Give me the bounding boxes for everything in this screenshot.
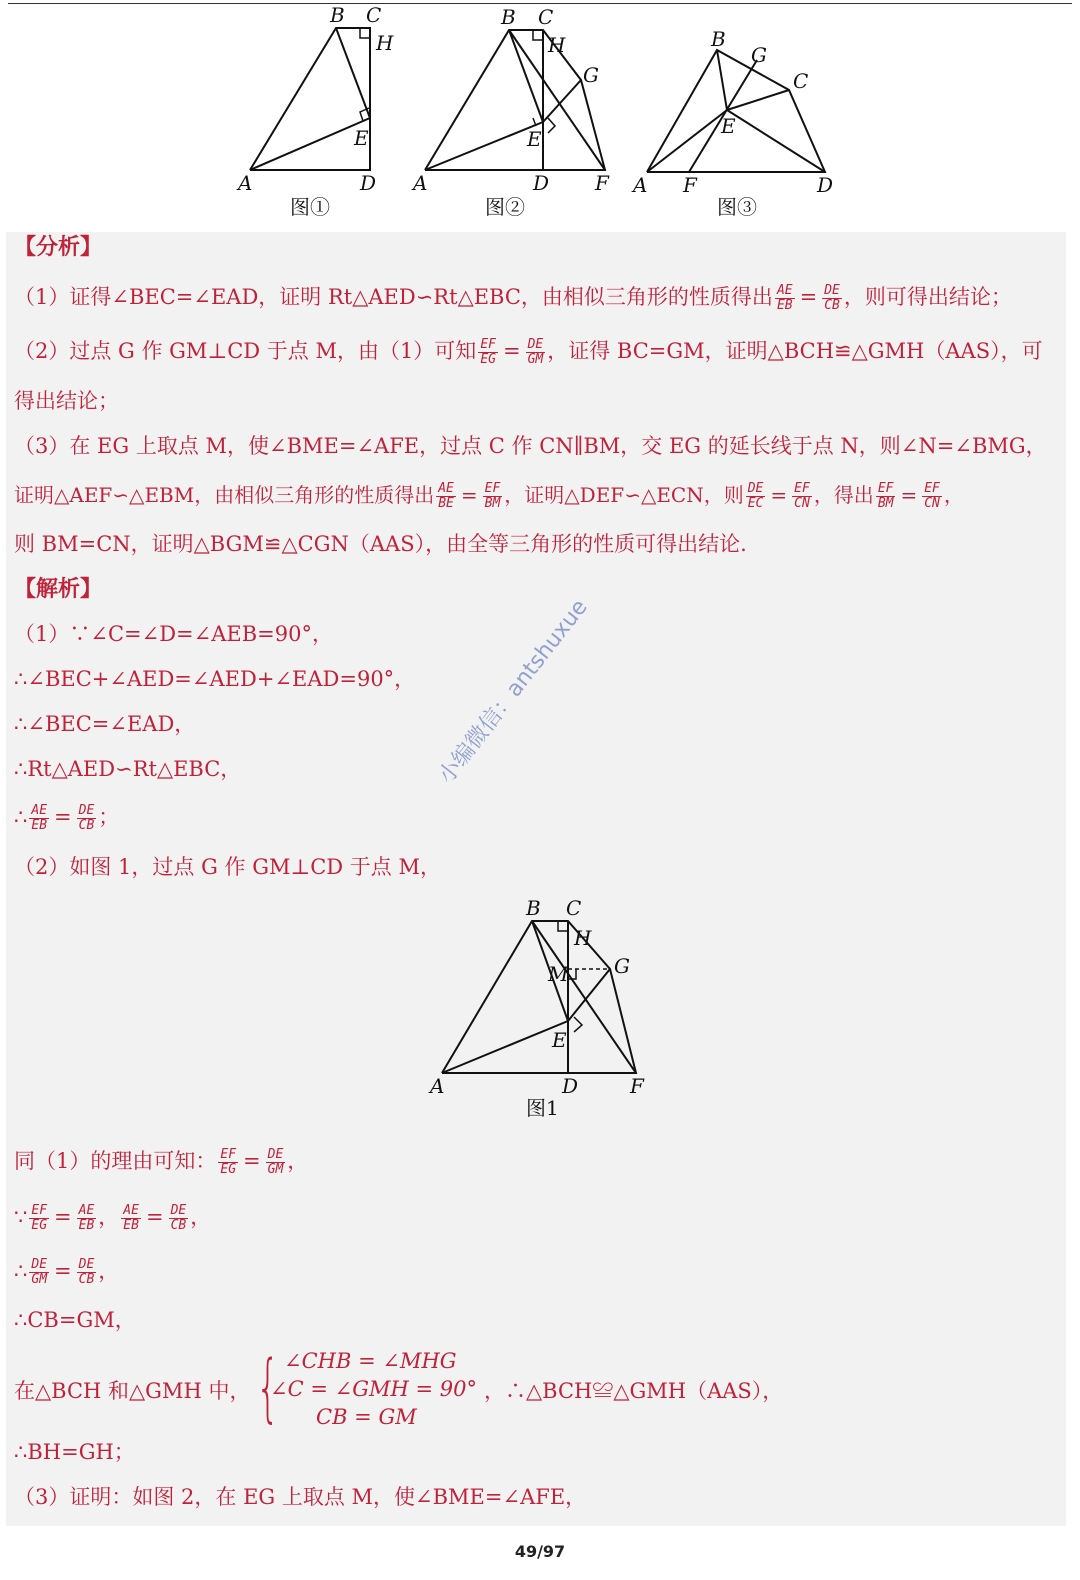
fig1s-label-e: E: [552, 1028, 567, 1052]
fraction: [876, 482, 896, 511]
solution-step-7: 同（1）的理由可知： $\frac{EF}{EG}$ = $\frac{DE}{GM}$ ，: [14, 1147, 309, 1177]
numerator: EF: [924, 481, 940, 496]
fraction: [746, 482, 766, 511]
denominator: BM: [484, 496, 501, 511]
denominator: GM: [527, 352, 544, 367]
solution-step-2: ∴∠BEC+∠AED=∠AED+∠EAD=90°，: [14, 667, 416, 691]
fig1-label-b: B: [330, 3, 345, 27]
figure-1-diagram: [230, 0, 400, 225]
numerator: DE: [31, 1257, 48, 1272]
fig1s-label-c: C: [566, 897, 582, 920]
fig3-caption: 图③: [717, 195, 757, 219]
punctuation: ，: [190, 1205, 212, 1229]
numerator: DE: [170, 1203, 187, 1218]
page-number: 49/97: [514, 1542, 566, 1561]
numerator: AE: [123, 1203, 139, 1218]
therefore-symbol: ∴: [14, 805, 28, 829]
solution-step-9: ∴ $\frac{DE}{GM}$ = $\frac{DE}{CB}$ ，: [14, 1257, 120, 1287]
denominator: EB: [776, 298, 793, 313]
solution-s7-text: 同（1）的理由可知：: [14, 1149, 217, 1173]
denominator: EB: [123, 1218, 139, 1233]
figure-3-diagram: [625, 0, 845, 225]
analysis-p3-text-1: 证明△AEF∽△EBM，由相似三角形的性质得出: [14, 483, 435, 507]
system-row-3: CB = GM: [316, 1405, 417, 1429]
fraction: [478, 338, 498, 367]
punctuation: ，: [98, 1205, 120, 1229]
denominator: CB: [78, 1272, 95, 1287]
figure-2-diagram: [405, 0, 615, 225]
fraction: [526, 338, 546, 367]
denominator: EG: [480, 352, 496, 367]
numerator: AE: [78, 1203, 95, 1218]
numerator: EF: [877, 481, 894, 496]
fig1s-label-m: M: [548, 962, 569, 986]
solution-step-3: ∴∠BEC=∠EAD，: [14, 712, 196, 736]
denominator: BE: [438, 496, 454, 511]
denominator: EG: [220, 1162, 237, 1177]
because-symbol: ∵: [14, 1205, 28, 1229]
fraction: [77, 1258, 97, 1287]
analysis-header: 【分析】: [14, 234, 103, 260]
system-row-1: ∠CHB = ∠MHG: [284, 1349, 457, 1373]
analysis-p2-text-a: （2）过点 G 作 GM⊥CD 于点 M，由（1）可知: [14, 339, 477, 363]
fig3-label-d: D: [817, 173, 834, 197]
fig2-label-c: C: [538, 5, 554, 29]
watermark: 小编微信：antshuxue: [433, 595, 593, 789]
fig2-label-e: E: [527, 127, 542, 151]
fig2-label-b: B: [501, 5, 516, 29]
system-intro: 在△BCH 和△GMH 中，: [14, 1379, 251, 1403]
solution-step-6: （2）如图 1，过点 G 作 GM⊥CD 于点 M，: [14, 855, 441, 879]
solution-step-5: ∴ $\frac{AE}{EB}$ = $\frac{DE}{CB}$ ；: [14, 803, 120, 833]
fraction: [922, 482, 942, 511]
numerator: EF: [31, 1203, 48, 1218]
fig1-label-h: H: [376, 31, 394, 55]
fig1s-label-a: A: [430, 1074, 445, 1098]
fraction: [436, 482, 456, 511]
fraction: [169, 1204, 189, 1233]
analysis-p1-text-a: （1）证得∠BEC=∠EAD，证明 Rt△AED∽Rt△EBC，由相似三角形的性质得出: [14, 285, 773, 309]
top-figures: [0, 0, 1080, 228]
fig2-label-f: F: [595, 171, 609, 195]
fraction: [77, 804, 97, 833]
analysis-p1-text-b: ，则可得出结论；: [843, 285, 1012, 309]
fig3-label-e: E: [721, 114, 736, 138]
numerator: DE: [78, 803, 95, 818]
punctuation: ，: [98, 1259, 120, 1283]
numerator: DE: [78, 1257, 95, 1272]
fig2-caption: 图②: [485, 195, 525, 219]
fig1-caption: 图①: [290, 195, 330, 219]
fraction: [29, 1204, 49, 1233]
denominator: EG: [31, 1218, 48, 1233]
fraction: [29, 804, 49, 833]
solution-step-13: （3）证明：如图 2，在 EG 上取点 M，使∠BME=∠AFE，: [14, 1485, 587, 1509]
denominator: CB: [824, 298, 840, 313]
denominator: BM: [877, 496, 894, 511]
fig2-label-h: H: [548, 33, 566, 57]
system-conclusion: ，∴△BCH≌△GMH（AAS），: [484, 1379, 784, 1403]
denominator: CB: [170, 1218, 187, 1233]
solution-step-12: ∴BH=GH；: [14, 1440, 135, 1464]
analysis-p2-text-b: ，证得 BC=GM，证明△BCH≌△GMH（AAS），可: [547, 339, 1043, 363]
fig1-label-c: C: [366, 3, 382, 27]
fig1s-label-d: D: [562, 1074, 579, 1098]
analysis-para-3: （3）在 EG 上取点 M，使∠BME=∠AFE，过点 C 作 CN∥BM，交 EG 的延长线于点 N，则∠N=∠BMG，: [14, 434, 1047, 458]
fig3-label-a: A: [633, 173, 648, 197]
fig3-label-b: B: [711, 27, 726, 51]
denominator: EC: [747, 496, 764, 511]
system-row-2: ∠C = ∠GMH = 90°: [270, 1377, 477, 1401]
analysis-para-1: （1）证得∠BEC=∠EAD，证明 Rt△AED∽Rt△EBC，由相似三角形的性质得出 $\frac{AE}{EB}$ = $\frac{DE}{CB}$ ，则可得出结论；: [14, 283, 1012, 313]
numerator: DE: [267, 1147, 284, 1162]
numerator: EF: [794, 481, 810, 496]
fig1-label-d: D: [360, 171, 377, 195]
numerator: DE: [747, 481, 764, 496]
fig2-label-g: G: [583, 63, 599, 87]
solution-step-8: ∵ $\frac{EF}{EG}$ = $\frac{AE}{EB}$ ， $\frac{AE}{EB}$ = $\frac{DE}{CB}$ ，: [14, 1203, 212, 1233]
solution-step-1: （1）∵∠C=∠D=∠AEB=90°，: [14, 622, 333, 646]
left-brace: {: [256, 1345, 280, 1431]
fraction: [121, 1204, 141, 1233]
fraction: [77, 1204, 97, 1233]
analysis-para-3-line-2: 证明△AEF∽△EBM，由相似三角形的性质得出 $\frac{AE}{BE}$ = $\frac{EF}{BM}$ ，证明△DEF∽△ECN，则 $\frac{DE}{EC}$ = $\frac{EF}{CN}$ ，得出 $\frac{EF}{BM}$ = $\frac{EF}{CN}$ ，: [14, 481, 964, 511]
fraction: [775, 284, 795, 313]
fig1-label-a: A: [238, 171, 253, 195]
numerator: AE: [31, 803, 48, 818]
fraction: [218, 1148, 238, 1177]
fraction: [822, 284, 842, 313]
analysis-p3-text-4: ，: [943, 483, 964, 507]
solution-step-4: ∴Rt△AED∽Rt△EBC，: [14, 757, 242, 781]
fig3-label-f: F: [683, 173, 697, 197]
solution-step-10: ∴CB=GM，: [14, 1308, 136, 1332]
fraction: [792, 482, 812, 511]
figure-1-diagram-solution: [426, 897, 656, 1117]
fig2-label-a: A: [413, 171, 428, 195]
fig3-label-g: G: [751, 43, 767, 67]
denominator: EB: [78, 1218, 95, 1233]
numerator: EF: [484, 481, 501, 496]
fig1s-label-g: G: [614, 954, 630, 978]
congruence-system: [14, 1346, 914, 1436]
denominator: CB: [78, 818, 95, 833]
fig1s-label-f: F: [630, 1074, 644, 1098]
fig1s-label-b: B: [526, 897, 541, 920]
numerator: EF: [480, 337, 496, 352]
fraction: [483, 482, 503, 511]
analysis-para-2-cont: 得出结论；: [14, 389, 119, 413]
fig2-label-d: D: [533, 171, 550, 195]
analysis-p3-text-3: ，得出: [813, 483, 874, 507]
punctuation: ，: [287, 1149, 309, 1173]
numerator: AE: [438, 481, 454, 496]
denominator: CN: [794, 496, 810, 511]
fraction: [29, 1258, 49, 1287]
numerator: EF: [220, 1147, 237, 1162]
numerator: AE: [776, 283, 793, 298]
therefore-symbol: ∴: [14, 1259, 28, 1283]
analysis-para-2: （2）过点 G 作 GM⊥CD 于点 M，由（1）可知 $\frac{EF}{EG}$ = $\frac{DE}{GM}$ ，证得 BC=GM，证明△BCH≌△GMH（AAS），可: [14, 337, 1043, 367]
fig3-label-c: C: [793, 69, 809, 93]
solution-panel: [6, 232, 1066, 1526]
fig1-label-e: E: [354, 126, 369, 150]
denominator: CN: [924, 496, 940, 511]
analysis-p3-text-2: ，证明△DEF∽△ECN，则: [504, 483, 744, 507]
denominator: GM: [31, 1272, 48, 1287]
fraction: [266, 1148, 286, 1177]
numerator: DE: [824, 283, 840, 298]
solution-header: 【解析】: [14, 576, 103, 602]
denominator: GM: [267, 1162, 284, 1177]
analysis-para-3-line-3: 则 BM=CN，证明△BGM≌△CGN（AAS），由全等三角形的性质可得出结论.: [14, 532, 747, 556]
numerator: DE: [527, 337, 544, 352]
fig1s-caption: 图1: [526, 1096, 559, 1117]
denominator: EB: [31, 818, 48, 833]
punctuation: ；: [98, 805, 120, 829]
fig1s-label-h: H: [574, 926, 592, 950]
